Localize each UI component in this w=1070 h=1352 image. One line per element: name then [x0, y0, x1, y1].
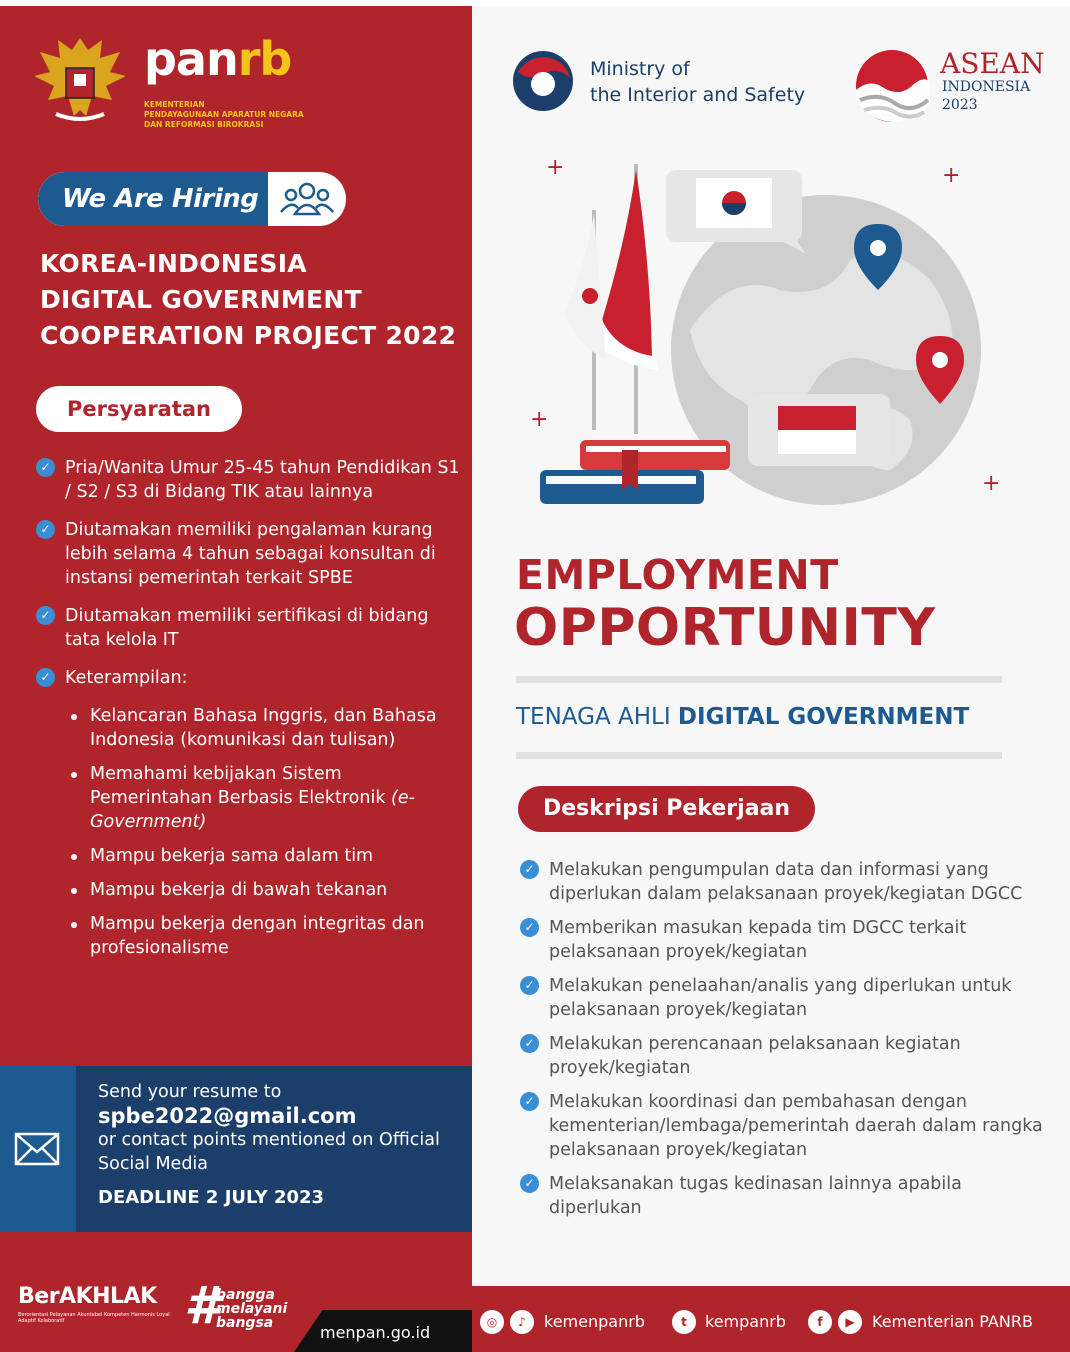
subtitle-line: KEMENTERIAN [144, 100, 205, 109]
contact-text [98, 1080, 458, 1210]
hiring-badge [38, 172, 346, 226]
job-description-text: Memberikan masukan kepada tim DGCC terkait pelaksanaan proyek/kegiatan [549, 918, 967, 962]
instagram-tiktok-handle[interactable]: kemenpanrb [544, 1312, 645, 1331]
facebook-icon[interactable]: f [808, 1310, 832, 1334]
requirement-text: Diutamakan memiliki sertifikasi di bidang tata kelola IT [65, 606, 429, 650]
job-description-text: Melakukan perencanaan pelaksanaan kegiatan proyek/kegiatan [549, 1034, 961, 1078]
logo-pan-text: pan [144, 32, 238, 86]
check-icon: ✓ [520, 1174, 539, 1193]
bullet-icon [71, 854, 77, 860]
bangga-line: melayani [216, 1301, 288, 1317]
list-item [520, 1032, 1050, 1080]
tiktok-icon[interactable]: ♪ [510, 1310, 534, 1334]
envelope-icon [14, 1132, 60, 1166]
divider-top [516, 676, 1002, 683]
job-description-text: Melakukan penelaahan/analis yang diperlukan untuk pelaksanaan proyek/kegiatan [549, 976, 1012, 1020]
project-title-line: KOREA-INDONESIA [40, 249, 307, 278]
asean-title: ASEAN [940, 47, 1045, 80]
asean-sub-line: 2023 [942, 97, 978, 113]
check-icon: ✓ [520, 1092, 539, 1111]
mois-line: the Interior and Safety [590, 84, 806, 106]
skill-text: Mampu bekerja dengan integritas dan profesionalisme [90, 914, 425, 958]
hashtag-icon: # [184, 1276, 221, 1336]
list-item [520, 1172, 1050, 1220]
check-icon: ✓ [520, 1034, 539, 1053]
skill-text: Mampu bekerja sama dalam tim [90, 846, 374, 866]
requirement-text: Pria/Wanita Umur 25-45 tahun Pendidikan S1 / S2 / S3 di Bidang TIK atau lainnya [65, 458, 460, 502]
bangga-melayani-bangsa [216, 1288, 287, 1330]
asean-2023-logo-icon [850, 44, 934, 124]
subtitle-line: DAN REFORMASI BIROKRASI [144, 120, 264, 129]
berakhlak-subtitle: Berorientasi Pelayanan Akuntabel Kompeten Harmonis Loyal Adaptif Kolaboratif [18, 1312, 170, 1324]
contact-line: or contact points mentioned on Official Social Media [98, 1130, 440, 1174]
plus-icon: + [982, 471, 1001, 496]
facebook-youtube-handle[interactable]: Kementerian PANRB [872, 1312, 1033, 1331]
logo-rb-text: rb [237, 32, 292, 86]
skill-text: Memahami kebijakan Sistem Pemerintahan Berbasis Elektronik [90, 764, 386, 808]
project-title-line: DIGITAL GOVERNMENT [40, 285, 363, 314]
mois-line: Ministry of [590, 58, 690, 80]
project-title-line: COOPERATION PROJECT 2022 [40, 321, 457, 350]
asean-sub-line: INDONESIA [942, 79, 1031, 95]
plus-icon: + [942, 163, 961, 188]
list-item [520, 974, 1050, 1022]
bullet-icon [71, 922, 77, 928]
check-icon: ✓ [520, 860, 539, 879]
plus-icon: + [530, 407, 549, 432]
panrb-subtitle [144, 100, 344, 130]
mois-logo-icon [510, 48, 576, 114]
check-icon: ✓ [520, 976, 539, 995]
list-item [36, 456, 466, 504]
role-title [516, 702, 969, 732]
skills-list [65, 704, 466, 960]
job-description-heading: Deskripsi Pekerjaan [518, 786, 815, 832]
role-prefix: TENAGA AHLI [516, 704, 678, 730]
contact-line: Send your resume to [98, 1082, 282, 1102]
youtube-icon[interactable]: ▶ [838, 1310, 862, 1334]
check-icon: ✓ [36, 606, 55, 625]
skill-text: Kelancaran Bahasa Inggris, dan Bahasa Indonesia (komunikasi dan tulisan) [90, 706, 437, 750]
asean-subtitle [942, 78, 1030, 114]
list-item [65, 704, 466, 752]
berakhlak-logo: BerAKHLAK [18, 1284, 157, 1309]
role-bold: DIGITAL GOVERNMENT [677, 704, 970, 730]
check-icon: ✓ [36, 668, 55, 687]
bangga-line: bangga [216, 1287, 275, 1303]
check-icon: ✓ [520, 918, 539, 937]
job-description-list [520, 858, 1050, 1230]
deadline-text: DEADLINE 2 JULY 2023 [98, 1187, 325, 1208]
panrb-logo [144, 32, 292, 86]
requirements-heading: Persyaratan [36, 386, 242, 432]
requirements-list [36, 456, 466, 974]
requirement-text: Keterampilan: [65, 668, 188, 688]
plus-icon: + [546, 155, 565, 180]
bangga-line: bangsa [216, 1315, 274, 1331]
bullet-icon [71, 888, 77, 894]
list-item [520, 916, 1050, 964]
list-item [36, 518, 466, 590]
bullet-icon [71, 772, 77, 778]
list-item [520, 1090, 1050, 1162]
skill-italic-text: (e-Government) [90, 788, 415, 832]
instagram-icon[interactable]: ◎ [480, 1310, 504, 1334]
skill-text: Mampu bekerja di bawah tekanan [90, 880, 388, 900]
opportunity-title: OPPORTUNITY [514, 598, 936, 658]
job-description-text: Melakukan koordinasi dan pembahasan dengan kementerian/lembaga/pemerintah daerah dalam rangka pelaksanaan proyek/kegiatan [549, 1092, 1043, 1160]
project-title [40, 246, 470, 354]
check-icon: ✓ [36, 458, 55, 477]
list-item [65, 762, 466, 834]
people-group-icon [276, 178, 338, 220]
divider-bottom [516, 752, 1002, 759]
website-link[interactable]: menpan.go.id [320, 1323, 431, 1342]
list-item [65, 878, 466, 902]
list-item [36, 604, 466, 652]
hiring-label: We Are Hiring [38, 172, 268, 226]
twitter-icon[interactable]: t [672, 1310, 696, 1334]
list-item [65, 844, 466, 868]
contact-email[interactable]: spbe2022@gmail.com [98, 1104, 357, 1128]
subtitle-line: PENDAYAGUNAAN APARATUR NEGARA [144, 110, 304, 119]
check-icon: ✓ [36, 520, 55, 539]
job-description-text: Melakukan pengumpulan data dan informasi yang diperlukan dalam pelaksanaan proyek/kegiatan DGCC [549, 860, 1023, 904]
list-item [520, 858, 1050, 906]
requirement-text: Diutamakan memiliki pengalaman kurang lebih selama 4 tahun sebagai konsultan di instansi pemerintah terkait SPBE [65, 520, 436, 588]
employment-title: EMPLOYMENT [516, 551, 839, 599]
list-item [65, 912, 466, 960]
bullet-icon [71, 714, 77, 720]
globe-flags-illustration [530, 150, 1010, 520]
list-item [36, 666, 466, 960]
mois-name [590, 56, 805, 108]
twitter-handle[interactable]: kempanrb [705, 1312, 786, 1331]
job-description-text: Melaksanakan tugas kedinasan lainnya apabila diperlukan [549, 1174, 962, 1218]
garuda-emblem-icon [30, 30, 130, 130]
contact-box [0, 1066, 472, 1232]
